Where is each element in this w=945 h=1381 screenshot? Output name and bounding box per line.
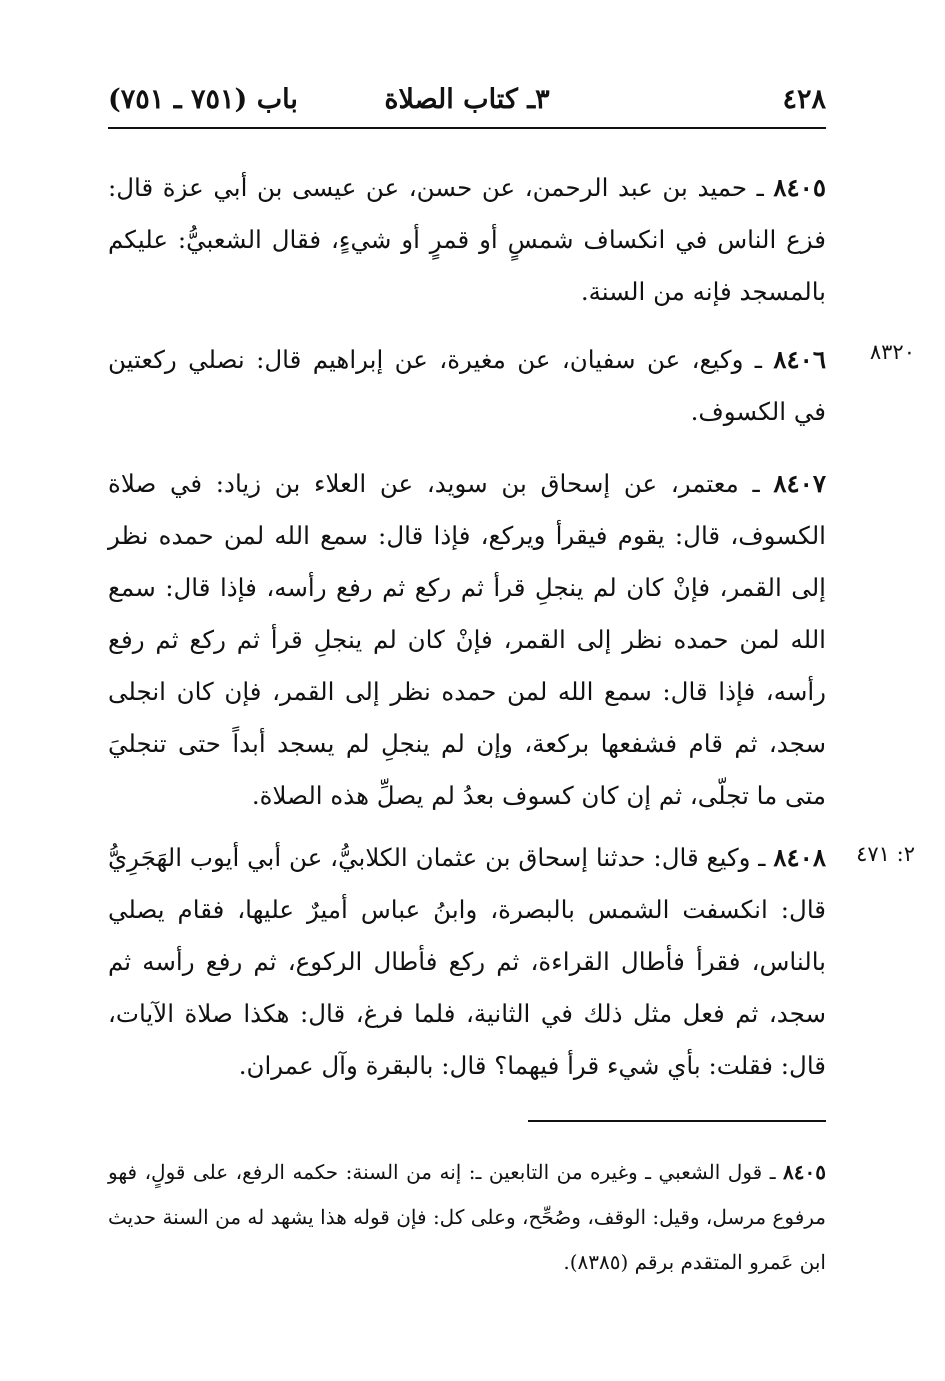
- hadith-number: ٨٤٠٨: [773, 843, 826, 872]
- footnote-number: ٨٤٠٥: [783, 1160, 826, 1184]
- running-header: [108, 84, 826, 124]
- hadith-8405: [108, 162, 826, 318]
- hadith-text: ـ وكيع قال: حدثنا إسحاق بن عثمان الكلابيُّ، عن أبي أيوب الهَجَرِيُّ قال: انكسفت الشمس بالبصرة، وابنُ عباس أميرٌ عليها، فقام يصلي بالناس، فقرأ فأطال القراءة، ثم ركع فأطال الركوع، ثم رفع رأسه ثم سجد، ثم فعل مثل ذلك في الثانية، فلما فرغ، قال: هكذا صلاة الآيات، قال: فقلت: بأي شيء قرأ فيهما؟ قال: بالبقرة وآل عمران.: [108, 843, 826, 1080]
- chapter-range: باب (٧٥١ ـ ٧٥١): [108, 84, 298, 115]
- page-number: ٤٢٨: [782, 84, 826, 115]
- hadith-text: ـ وكيع، عن سفيان، عن مغيرة، عن إبراهيم قال: نصلي ركعتين في الكسوف.: [108, 345, 826, 426]
- hadith-8406: [108, 334, 826, 438]
- hadith-number: ٨٤٠٥: [773, 173, 826, 202]
- margin-reference: ٨٣٢٠: [869, 340, 915, 364]
- hadith-8408: [108, 832, 826, 1092]
- footnote-text: ـ قول الشعبي ـ وغيره من التابعين ـ: إنه من السنة: حكمه الرفع، على قولٍ، فهو مرفوع مرسل، وقيل: الوقف، وصُحِّح، وعلى كل: فإن قوله هذا يشهد له من السنة حديث ابن عَمرو المتقدم برقم (٨٣٨٥).: [108, 1160, 826, 1274]
- footnote: [108, 1150, 826, 1285]
- hadith-number: ٨٤٠٦: [773, 345, 826, 374]
- hadith-number: ٨٤٠٧: [773, 469, 826, 498]
- hadith-text: ـ حميد بن عبد الرحمن، عن حسن، عن عيسى بن أبي عزة قال: فزع الناس في انكساف شمسٍ أو قمرٍ أو شيءٍ، فقال الشعبيُّ: عليكم بالمسجد فإنه من السنة.: [108, 173, 826, 306]
- header-rule: [108, 127, 826, 129]
- hadith-8407: [108, 458, 826, 822]
- book-title: ٣ـ كتاب الصلاة: [384, 84, 550, 115]
- footnote-rule: [528, 1120, 826, 1122]
- hadith-text: ـ معتمر، عن إسحاق بن سويد، عن العلاء بن زياد: في صلاة الكسوف، قال: يقوم فيقرأ ويركع، فإذا قال: سمع الله لمن حمده نظر إلى القمر، فإنْ كان لم ينجلِ قرأ ثم ركع ثم رفع رأسه، فإذا قال: سمع الله لمن حمده نظر إلى القمر، فإنْ كان لم ينجلِ قرأ ثم ركع ثم رفع رأسه، فإذا قال: سمع الله لمن حمده نظر إلى القمر، فإن كان انجلى سجد، ثم قام فشفعها بركعة، وإن لم ينجلِ لم يسجد أبداً حتى تنجليَ متى ما تجلّى، ثم إن كان كسوف بعدُ لم يصلِّ هذه الصلاة.: [108, 469, 826, 810]
- margin-reference: ٢: ٤٧١: [856, 842, 915, 866]
